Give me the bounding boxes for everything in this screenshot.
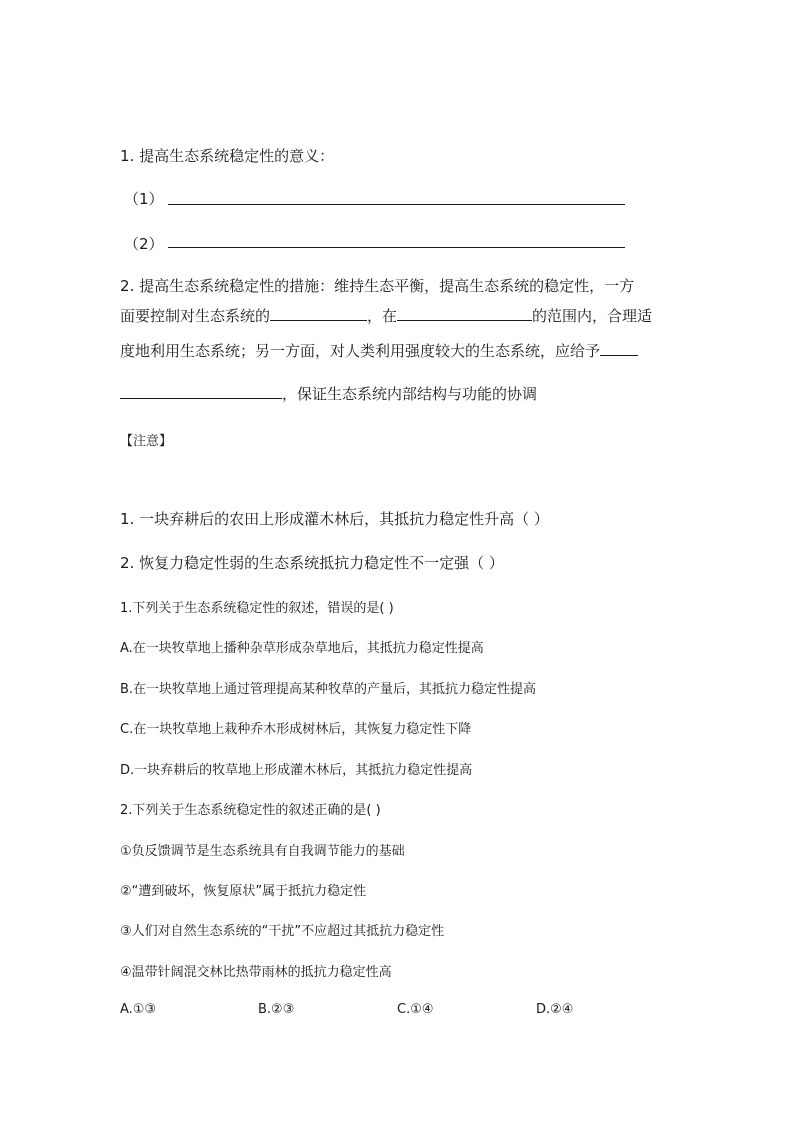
question-2-statement-4: ④温带针阔混交林比热带雨林的抵抗力稳定性高: [120, 965, 392, 980]
section2-line-3-text: 度地利用生态系统；另一方面，对人类利用强度较大的生态系统，应给予: [120, 342, 601, 360]
question-2-choice-d: D.②④: [536, 1002, 574, 1017]
blank-item-1-label: （1）: [124, 190, 164, 208]
answer-blank-5b[interactable]: [120, 384, 282, 399]
section2-line-2-text-c: 的范围内，合理适: [532, 307, 653, 325]
notice-item-2: 2. 恢复力稳定性弱的生态系统抵抗力稳定性不一定强（ ）: [120, 554, 504, 572]
question-2-statement-3: ③人们对自然生态系统的“干扰”不应超过其抵抗力稳定性: [120, 924, 445, 939]
question-1-option-b: B.在一块牧草地上通过管理提高某种牧草的产量后，其抵抗力稳定性提高: [120, 682, 537, 697]
section2-line-2: [120, 305, 652, 326]
section2-line-2-text-a: 面要控制对生态系统的: [120, 307, 271, 325]
answer-blank-4[interactable]: [397, 306, 532, 321]
answer-blank-1[interactable]: [168, 204, 625, 205]
section1-title: 1. 提高生态系统稳定性的意义：: [120, 147, 335, 165]
question-2-stem: 2.下列关于生态系统稳定性的叙述正确的是( ): [120, 803, 381, 818]
question-1-stem: 1.下列关于生态系统稳定性的叙述，错误的是( ): [120, 601, 394, 616]
section2-line-4-text: ，保证生态系统内部结构与功能的协调: [282, 385, 538, 403]
question-1-option-a: A.在一块牧草地上播种杂草形成杂草地后，其抵抗力稳定性提高: [120, 641, 484, 656]
question-2-choice-c: C.①④: [397, 1002, 434, 1017]
section2-line-1: 2. 提高生态系统稳定性的措施：维持生态平衡，提高生态系统的稳定性，一方: [120, 277, 635, 295]
question-2-statement-1: ①负反馈调节是生态系统具有自我调节能力的基础: [120, 844, 405, 859]
blank-item-2-label: （2）: [124, 235, 164, 253]
question-2-statement-2: ②“遭到破坏，恢复原状”属于抵抗力稳定性: [120, 884, 367, 899]
question-2-choice-a: A.①③: [120, 1002, 157, 1017]
section2-line-4: [120, 383, 537, 404]
notice-item-1: 1. 一块弃耕后的农田上形成灌木林后，其抵抗力稳定性升高（ ）: [120, 510, 549, 528]
question-1-option-d: D.一块弃耕后的牧草地上形成灌木林后，其抵抗力稳定性提高: [120, 763, 473, 778]
notice-title: 【注意】: [120, 434, 173, 449]
answer-blank-3[interactable]: [270, 306, 367, 321]
question-2-choice-b: B.②③: [258, 1002, 295, 1017]
answer-blank-5a[interactable]: [600, 341, 638, 356]
answer-blank-2[interactable]: [168, 247, 625, 248]
question-1-option-c: C.在一块牧草地上栽种乔木形成树林后，其恢复力稳定性下降: [120, 722, 472, 737]
section2-line-2-text-b: ，在: [367, 307, 398, 325]
section2-line-3: [120, 340, 638, 361]
